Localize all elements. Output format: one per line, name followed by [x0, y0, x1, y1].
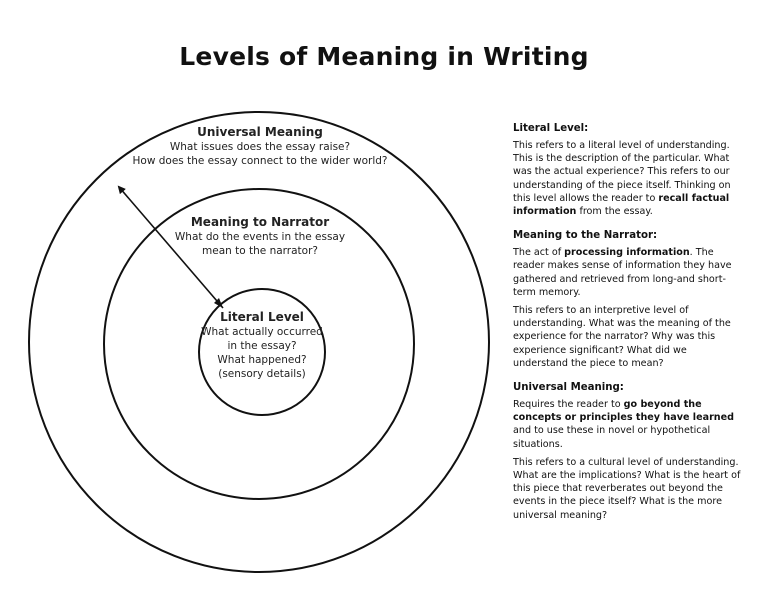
middle-ring-line-1: What do the events in the essay — [174, 231, 346, 243]
explanation-panel — [513, 122, 743, 533]
literal-level-text: This refers to a literal level of understanding. This is the description of the particular. What was the actual experience? This refers to our understanding of the piece itself. Thinking on this level allows the reader to recall factual information from the essay. — [513, 140, 731, 218]
inner-ring-label — [192, 309, 332, 381]
middle-ring-line-2: mean to the narrator? — [202, 245, 318, 257]
inner-ring-line-4: (sensory details) — [218, 368, 306, 380]
inner-ring-line-3: What happened? — [217, 354, 307, 366]
middle-ring-heading: Meaning to Narrator — [190, 215, 330, 229]
inner-ring-heading: Literal Level — [220, 310, 304, 324]
middle-ring-label — [150, 214, 370, 258]
narrator-text-1: The act of processing information. The reader makes sense of information they have gathered and retrieved from long-and short-term memory. — [513, 247, 732, 298]
literal-level-heading: Literal Level: — [513, 123, 589, 134]
literal-level-section — [513, 122, 743, 218]
narrator-text-2: This refers to an interpretive level of understanding. What was the meaning of the experience for the narrator? Why was this experience significant? What did we understand the piece to mean? — [513, 305, 731, 369]
outer-ring-line-2: How does the essay connect to the wider world? — [132, 155, 388, 167]
narrator-section — [513, 229, 743, 370]
outer-ring-line-1: What issues does the essay raise? — [169, 141, 351, 153]
universal-text-2: This refers to a cultural level of understanding. What are the implications? What is the heart of this piece that reverberates out beyond the events in the piece itself? What is the more universal meaning? — [513, 456, 741, 521]
narrator-heading: Meaning to the Narrator: — [513, 230, 658, 242]
inner-ring-line-2: in the essay? — [227, 340, 297, 352]
outer-ring-label — [110, 124, 410, 168]
universal-section — [513, 381, 743, 522]
outer-ring-heading: Universal Meaning — [197, 125, 323, 139]
page-title: Levels of Meaning in Writing — [179, 42, 589, 71]
universal-text-1: Requires the reader to go beyond the concepts or principles they have learned and to use these in novel or hypothetical situations. — [513, 399, 734, 450]
inner-ring-line-1: What actually occurred — [201, 326, 323, 338]
universal-heading: Universal Meaning: — [513, 382, 624, 394]
